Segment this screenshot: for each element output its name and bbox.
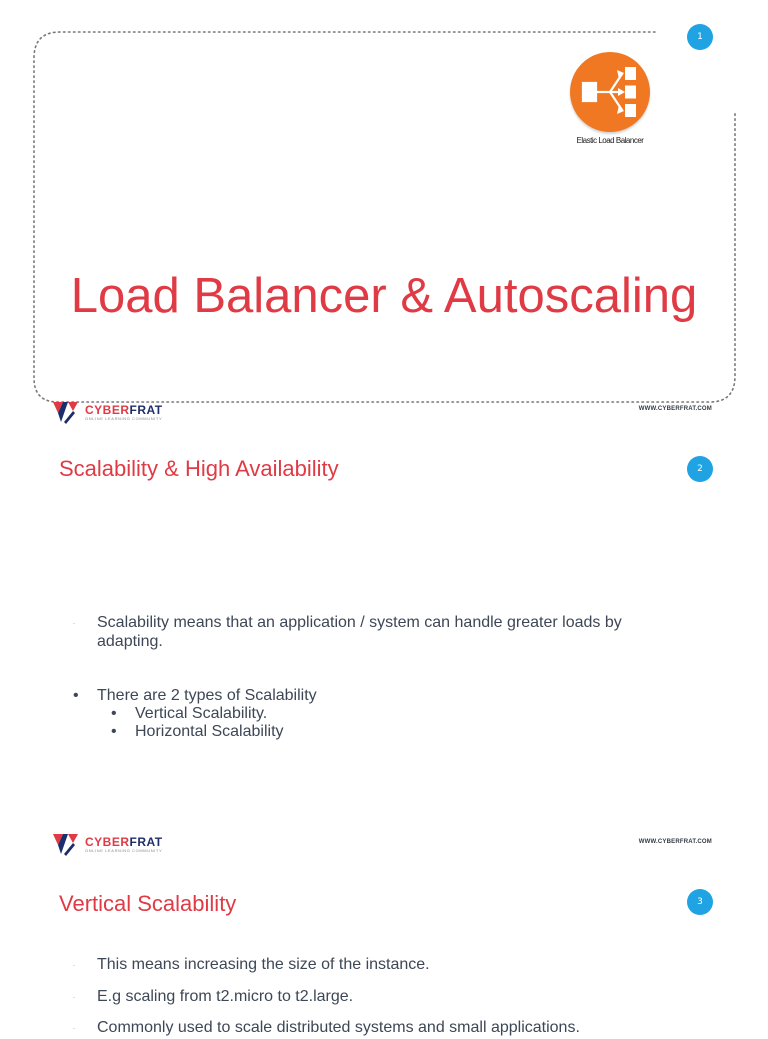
list-item <box>73 1018 677 1037</box>
dotted-frame <box>0 0 768 432</box>
list-item <box>73 613 677 651</box>
bullet-text: Vertical Scalability. <box>135 705 268 722</box>
list-item <box>73 686 677 705</box>
bullet-marker: · <box>73 1026 75 1032</box>
slide-heading: Vertical Scalability <box>59 891 237 916</box>
cyberfrat-logo-icon <box>52 400 80 424</box>
bullet-text: Commonly used to scale distributed systems and small applications. <box>97 1019 580 1036</box>
bullet-text: There are 2 types of Scalability <box>97 687 317 704</box>
slide-number-badge: 2 <box>687 456 713 482</box>
brand-name-frat: FRAT <box>129 835 163 849</box>
sub-list-item <box>111 722 635 741</box>
slide-number-badge: 1 <box>687 24 713 50</box>
bullet-marker: • <box>111 705 117 722</box>
list-item <box>73 955 677 974</box>
presentation-title: Load Balancer & Autoscaling <box>70 269 698 323</box>
bullet-text: Horizontal Scalability <box>135 723 284 740</box>
bullet-text: This means increasing the size of the instance. <box>97 956 430 973</box>
slide-heading: Scalability & High Availability <box>59 456 339 481</box>
bullet-text: Scalability means that an application / system can handle greater loads by adapting. <box>97 614 622 650</box>
slide-3 <box>0 864 768 1036</box>
brand-name-cyber: CYBER <box>85 835 130 849</box>
website-link[interactable]: WWW.CYBERFRAT.COM <box>638 839 712 845</box>
bullet-marker: · <box>73 621 75 627</box>
cyberfrat-logo-icon <box>52 832 80 856</box>
slide-2 <box>0 432 768 864</box>
website-link[interactable]: WWW.CYBERFRAT.COM <box>638 406 712 412</box>
slide-number-badge: 3 <box>687 889 713 915</box>
bullet-marker: • <box>111 723 117 740</box>
list-item <box>73 987 677 1006</box>
slide-1 <box>0 0 768 432</box>
brand-name-frat: FRAT <box>129 403 163 417</box>
elastic-load-balancer-icon <box>570 52 650 132</box>
bullet-text: E.g scaling from t2.micro to t2.large. <box>97 988 354 1005</box>
logo-caption: Elastic Load Balancer <box>576 136 644 145</box>
bullet-marker: • <box>73 687 79 704</box>
brand-name <box>85 835 163 849</box>
brand-tagline: ONLINE LEARNING COMMUNITY <box>85 848 163 853</box>
bullet-marker: · <box>73 963 75 969</box>
bullet-marker: · <box>73 995 75 1001</box>
brand-name-cyber: CYBER <box>85 403 130 417</box>
brand-tagline: ONLINE LEARNING COMMUNITY <box>85 416 163 421</box>
brand-name <box>85 403 163 417</box>
sub-list-item <box>111 704 635 723</box>
